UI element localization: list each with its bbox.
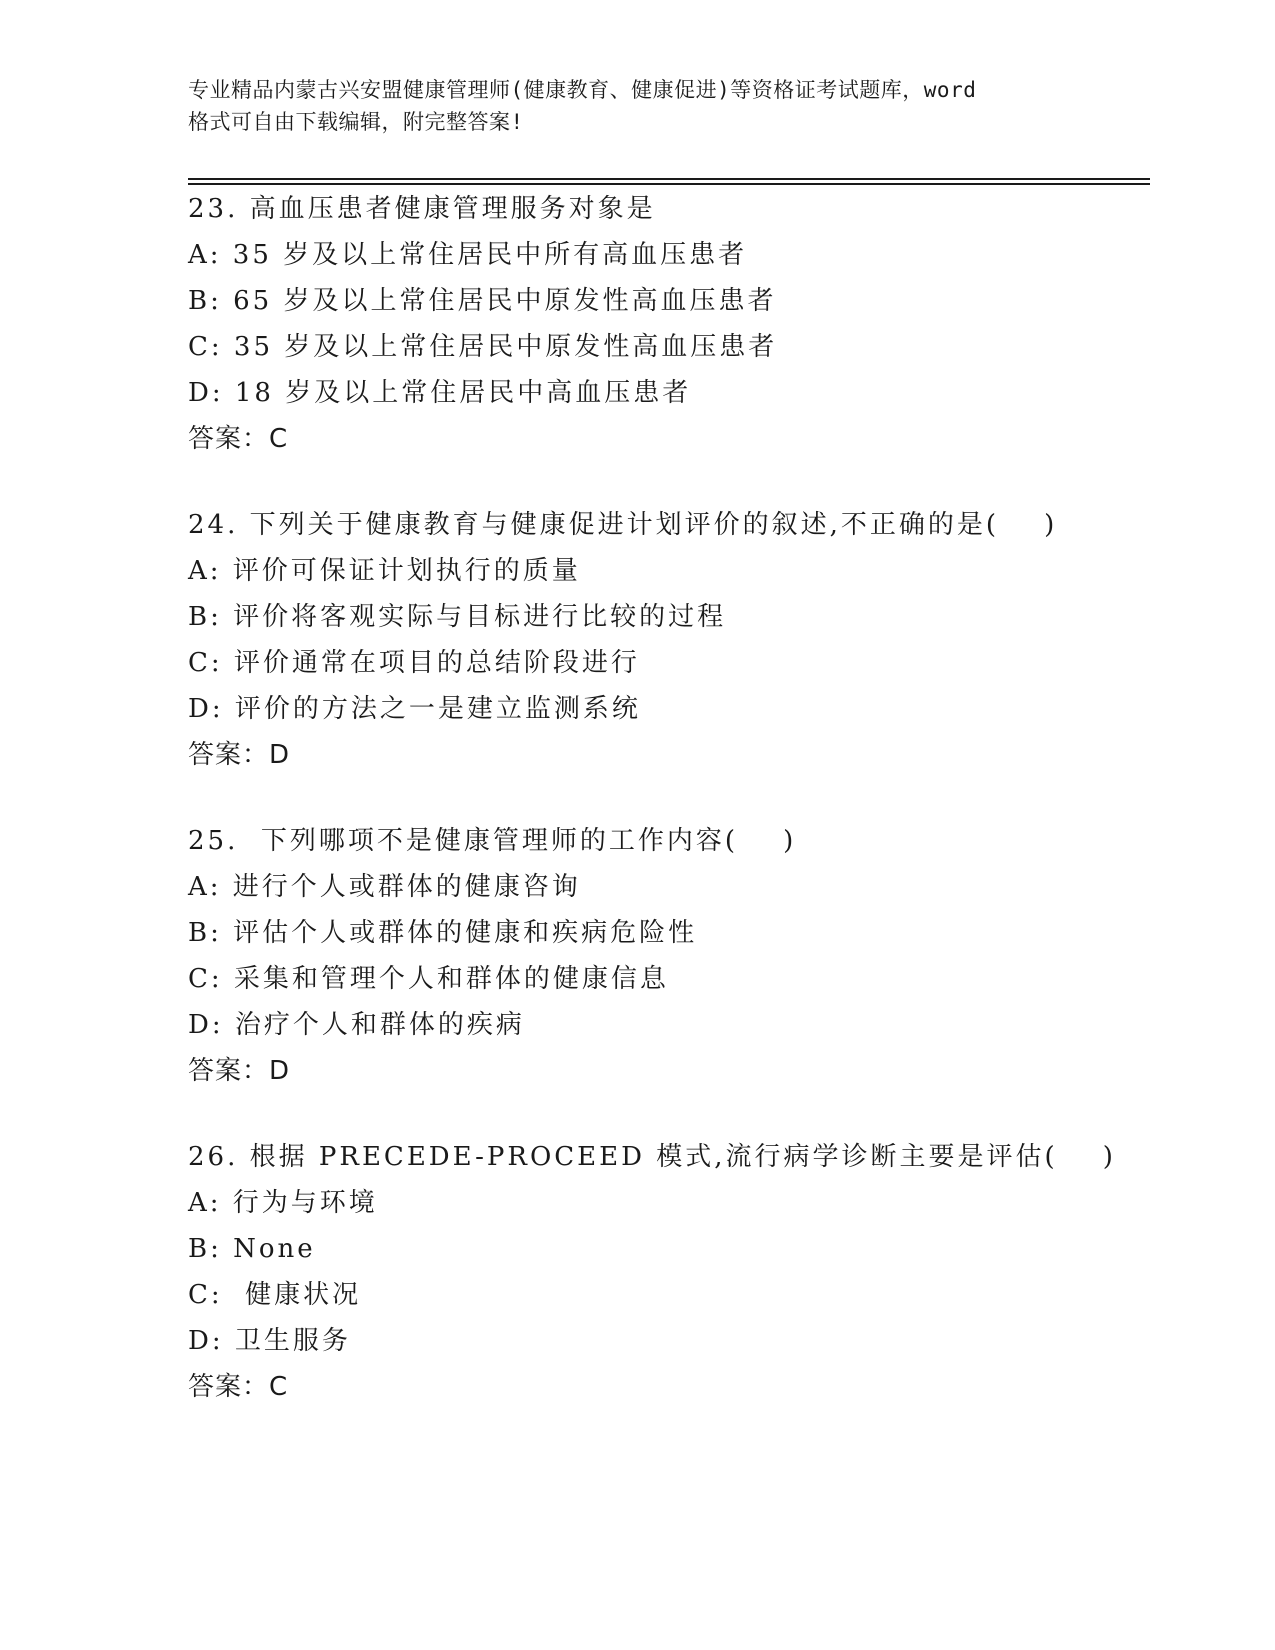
option-a: A: 35 岁及以上常住居民中所有高血压患者: [188, 240, 748, 270]
option-b: B: None: [188, 1234, 316, 1264]
option-d: D: 治疗个人和群体的疾病: [188, 1010, 525, 1040]
option-c: C: 评价通常在项目的总结阶段进行: [188, 648, 640, 678]
option-c: C: 健康状况: [188, 1280, 362, 1310]
spacer: [188, 1094, 1148, 1134]
option-a: A: 评价可保证计划执行的质量: [188, 556, 581, 586]
question-24: [188, 502, 1148, 778]
answer: 答案：C: [188, 424, 289, 454]
header-line-2: 格式可自由下载编辑，附完整答案!: [188, 110, 524, 134]
answer: 答案：D: [188, 1056, 291, 1086]
question-list: [188, 186, 1148, 1410]
option-b: B: 评估个人或群体的健康和疾病危险性: [188, 918, 698, 948]
question-stem: 25. 下列哪项不是健康管理师的工作内容( ): [188, 826, 797, 856]
header-divider-bottom: [188, 183, 1150, 185]
option-c: C: 采集和管理个人和群体的健康信息: [188, 964, 669, 994]
spacer: [188, 778, 1148, 818]
option-d: D: 18 岁及以上常住居民中高血压患者: [188, 378, 692, 408]
document-header: [188, 74, 1088, 138]
header-line-1: 专业精品内蒙古兴安盟健康管理师(健康教育、健康促进)等资格证考试题库，word: [188, 78, 977, 102]
header-divider-top: [188, 178, 1150, 180]
spacer: [188, 462, 1148, 502]
option-a: A: 行为与环境: [188, 1188, 378, 1218]
question-26: [188, 1134, 1148, 1410]
answer: 答案：D: [188, 740, 291, 770]
option-d: D: 卫生服务: [188, 1326, 351, 1356]
option-c: C: 35 岁及以上常住居民中原发性高血压患者: [188, 332, 778, 362]
answer: 答案：C: [188, 1372, 289, 1402]
question-23: [188, 186, 1148, 462]
option-b: B: 65 岁及以上常住居民中原发性高血压患者: [188, 286, 777, 316]
option-b: B: 评价将客观实际与目标进行比较的过程: [188, 602, 727, 632]
option-d: D: 评价的方法之一是建立监测系统: [188, 694, 641, 724]
option-a: A: 进行个人或群体的健康咨询: [188, 872, 581, 902]
question-25: [188, 818, 1148, 1094]
question-stem: 26. 根据 PRECEDE-PROCEED 模式,流行病学诊断主要是评估( ): [188, 1142, 1116, 1172]
question-stem: 24. 下列关于健康教育与健康促进计划评价的叙述,不正确的是( ): [188, 510, 1058, 540]
question-stem: 23. 高血压患者健康管理服务对象是: [188, 194, 656, 224]
